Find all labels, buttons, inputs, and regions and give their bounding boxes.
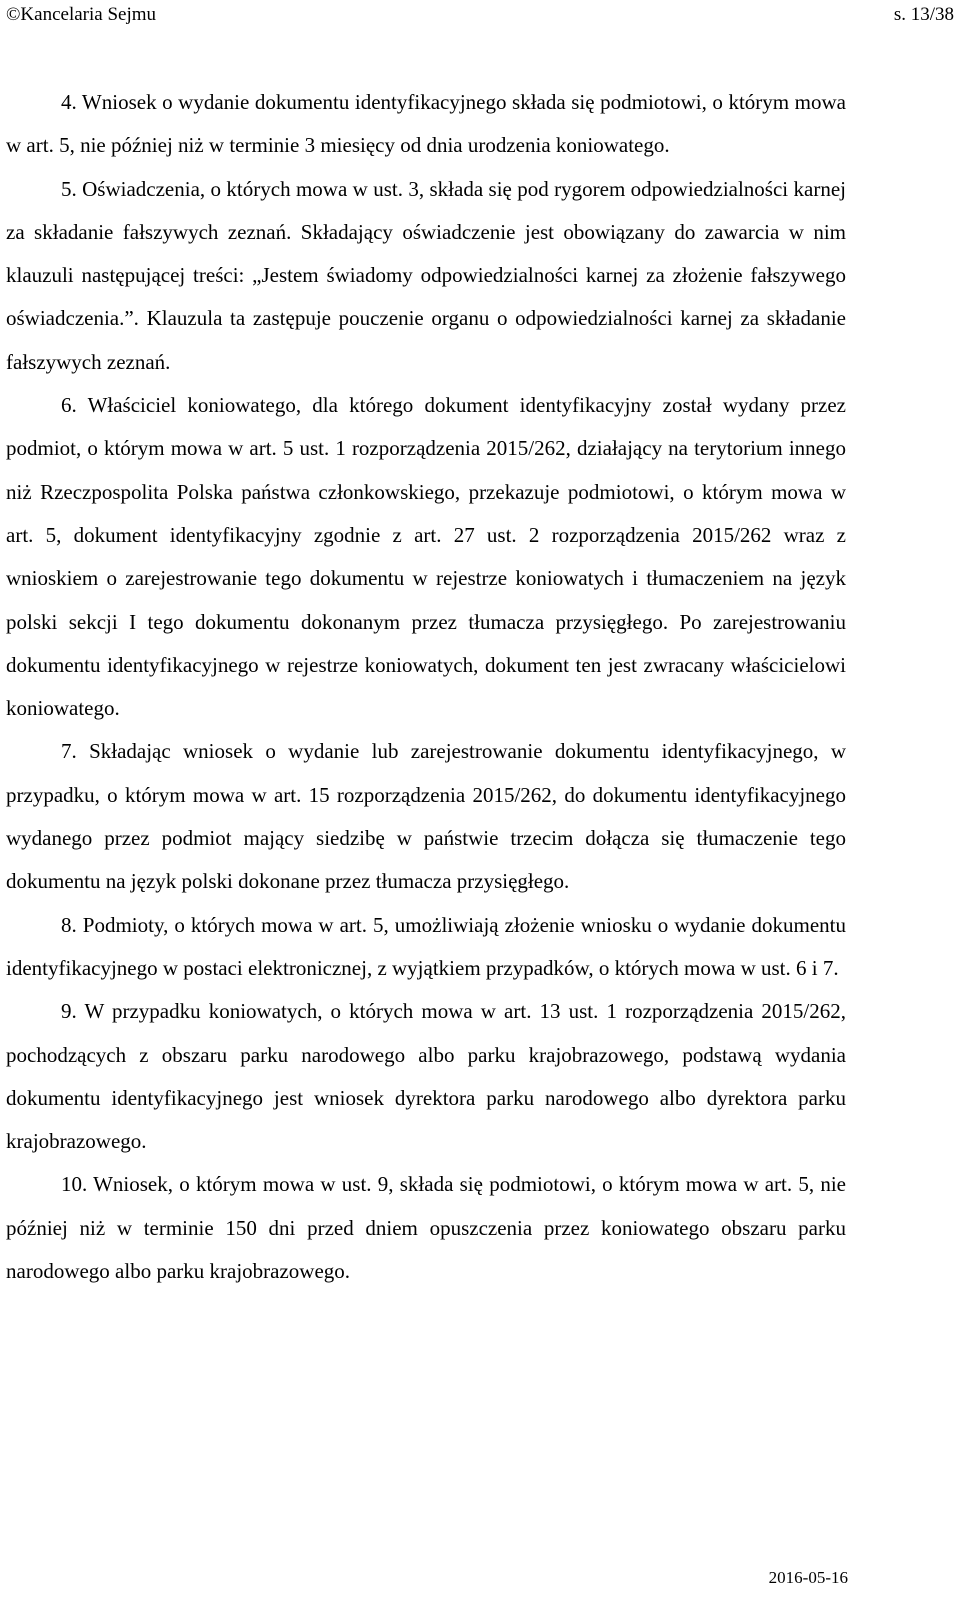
- paragraph-8: 8. Podmioty, o których mowa w art. 5, umożliwiają złożenie wniosku o wydanie dokumentu identyfikacyjnego w postaci elektronicznej, z wyjątkiem przypadków, o których mowa w ust. 6 i 7.: [6, 912, 846, 980]
- document-body: [6, 81, 846, 1293]
- paragraph-4: 4. Wniosek o wydanie dokumentu identyfikacyjnego składa się podmiotowi, o którym mowa w art. 5, nie później niż w terminie 3 miesięcy od dnia urodzenia koniowatego.: [6, 90, 846, 158]
- page-number: s. 13/38: [893, 4, 954, 25]
- copyright-label: ©Kancelaria Sejmu: [6, 4, 157, 25]
- paragraph-6: 6. Właściciel koniowatego, dla którego dokument identyfikacyjny został wydany przez podmiot, o którym mowa w art. 5 ust. 1 rozporządzenia 2015/262, działający na terytorium innego niż Rzeczpospolita Polska państwa członkowskiego, przekazuje podmiotowi, o którym mowa w art. 5, dokument identyfikacyjny zgodnie z art. 27 ust. 2 rozporządzenia 2015/262 wraz z wnioskiem o zarejestrowanie tego dokumentu w rejestrze koniowatych i tłumaczeniem na język polski sekcji I tego dokumentu dokonanym przez tłumacza przysięgłego. Po zarejestrowaniu dokumentu identyfikacyjnego w rejestrze koniowatych, dokument ten jest zwracany właścicielowi koniowatego.: [6, 393, 846, 721]
- paragraph-7: 7. Składając wniosek o wydanie lub zarejestrowanie dokumentu identyfikacyjnego, w przypadku, o którym mowa w art. 15 rozporządzenia 2015/262, do dokumentu identyfikacyjnego wydanego przez podmiot mający siedzibę w państwie trzecim dołącza się tłumaczenie tego dokumentu na język polski dokonane przez tłumacza przysięgłego.: [6, 739, 846, 894]
- paragraph-9: 9. W przypadku koniowatych, o których mowa w art. 13 ust. 1 rozporządzenia 2015/262, pochodzących z obszaru parku narodowego albo parku krajobrazowego, podstawą wydania dokumentu identyfikacyjnego jest wniosek dyrektora parku narodowego albo dyrektora parku krajobrazowego.: [6, 999, 846, 1154]
- paragraph-5: 5. Oświadczenia, o których mowa w ust. 3, składa się pod rygorem odpowiedzialności karnej za składanie fałszywych zeznań. Składający oświadczenie jest obowiązany do zawarcia w nim klauzuli następującej treści: „Jestem świadomy odpowiedzialności karnej za złożenie fałszywego oświadczenia.”. Klauzula ta zastępuje pouczenie organu o odpowiedzialności karnej za składanie fałszywych zeznań.: [6, 176, 846, 374]
- page-header: [6, 4, 960, 32]
- document-date: 2016-05-16: [768, 1568, 848, 1587]
- paragraph-10: 10. Wniosek, o którym mowa w ust. 9, składa się podmiotowi, o którym mowa w art. 5, nie później niż w terminie 150 dni przed dniem opuszczenia przez koniowatego obszaru parku narodowego albo parku krajobrazowego.: [6, 1172, 846, 1284]
